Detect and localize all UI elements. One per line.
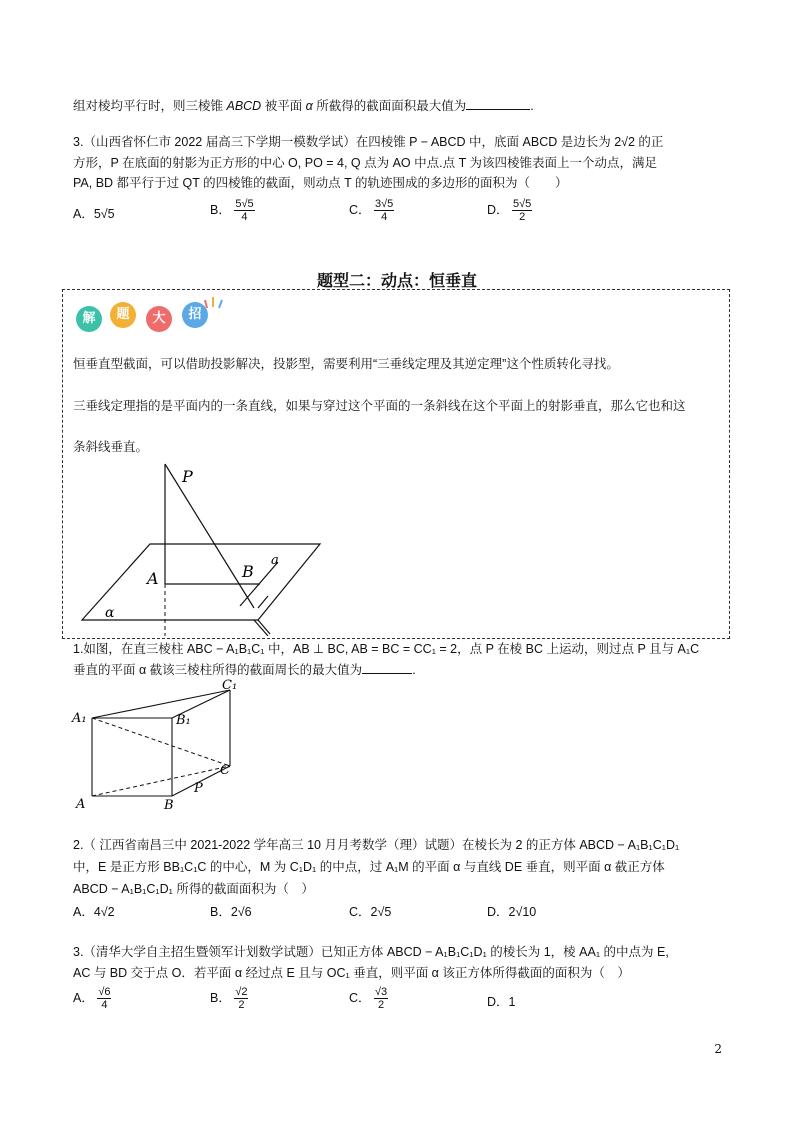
- q1-line1: 1.如图，在直三棱柱 ABC − A₁B₁C₁ 中，AB ⊥ BC, AB = BC = CC₁ = 2，点 P 在棱 BC 上运动，则过点 P 且与 A₁C: [73, 642, 700, 656]
- q3a-option-d[interactable]: D． $\frac{5√5}{2}$: [487, 198, 532, 223]
- prism-figure: [70, 678, 250, 818]
- q2-line3: ABCD − A₁B₁C₁D₁ 所得的截面面积为（ ）: [73, 882, 314, 896]
- q2-option-b[interactable]: B．2√6: [210, 905, 252, 919]
- tips-badge: [76, 296, 226, 336]
- label-p: P: [182, 467, 193, 486]
- q3b-line1: 3.（清华大学自主招生暨领军计划数学试题）已知正方体 ABCD − A₁B₁C₁D₁ 的棱长为 1，棱 AA₁ 的中点为 E,: [73, 945, 669, 959]
- q2-option-c[interactable]: C．2√5: [349, 905, 392, 919]
- badge-char-1: 解: [76, 306, 102, 332]
- label-line-a: a: [271, 553, 279, 568]
- q2-line1: 2.（ 江西省南昌三中 2021-2022 学年高三 10 月月考数学（理）试题）在棱长为 2 的正方体 ABCD − A₁B₁C₁D₁: [73, 838, 680, 852]
- label-c: C: [220, 763, 230, 778]
- q3a-option-a[interactable]: A．5√5: [73, 207, 115, 221]
- q2-line2: 中，E 是正方形 BB₁C₁C 的中心，M 为 C₁D₁ 的中点，过 A₁M 的平面 α 与直线 DE 垂直，则平面 α 截正方体: [73, 860, 665, 874]
- q3a-option-c[interactable]: C． $\frac{3√5}{4}$: [349, 198, 394, 223]
- label-b: B: [242, 562, 254, 581]
- q3b-line2: AC 与 BD 交于点 O．若平面 α 经过点 E 且与 OC₁ 垂直，则平面 α 该正方体所得截面的面积为（ ）: [73, 966, 630, 980]
- q2-option-a[interactable]: A．4√2: [73, 905, 115, 919]
- plane-alpha-shape: [82, 544, 320, 620]
- tips-paragraph-1: 恒垂直型截面，可以借助投影解决，投影型，需要利用“三垂线定理及其逆定理”这个性质转化寻找。: [73, 357, 619, 371]
- section-title: 题型二：动点：恒垂直: [316, 271, 477, 290]
- label-p2: P: [194, 781, 203, 796]
- q3a-option-b[interactable]: B． $\frac{5√5}{4}$: [210, 198, 254, 223]
- label-b1: B₁: [176, 713, 191, 728]
- line-a-ext: [258, 596, 268, 608]
- badge-char-2: 题: [110, 302, 136, 328]
- badge-char-4: 招: [182, 302, 208, 328]
- label-a2: A: [76, 797, 86, 812]
- prev-question-line: 组对棱均平行时，则三棱锥 ABCD 被平面 α 所截得的截面面积最大值为 .: [73, 99, 534, 113]
- q3b-option-c[interactable]: C． $\frac{√3}{2}$: [349, 986, 388, 1011]
- answer-blank[interactable]: [466, 97, 530, 110]
- label-a: A: [147, 569, 159, 588]
- label-a1: A₁: [72, 711, 87, 726]
- q3a-line3: PA, BD 都平行于过 QT 的四棱锥的截面，则动点 T 的轨迹围成的多边形的面积为（ ）: [73, 176, 568, 190]
- q3b-option-d[interactable]: D．1: [487, 995, 516, 1009]
- three-perpendiculars-figure: [70, 458, 340, 636]
- oblique-line: [165, 464, 254, 608]
- label-c1: C₁: [222, 678, 238, 693]
- label-b2: B: [164, 798, 174, 813]
- q1-answer-blank[interactable]: [362, 661, 412, 674]
- label-alpha: α: [105, 605, 115, 621]
- sparkle-icon: [204, 296, 224, 310]
- q3a-line2: 方形，P 在底面的射影为正方形的中心 O, PO = 4, Q 点为 AO 中点.点 T 为该四棱锥表面上一个动点，满足: [73, 156, 657, 170]
- page-number: 2: [714, 1042, 722, 1056]
- q1-line2: 垂直的平面 α 截该三棱柱所得的截面周长的最大值为 .: [73, 663, 416, 677]
- tips-paragraph-2a: 三垂线定理指的是平面内的一条直线，如果与穿过这个平面的一条斜线在这个平面上的射影垂直，那么它也和这: [73, 399, 686, 413]
- tips-paragraph-2b: 条斜线垂直。: [73, 440, 149, 454]
- badge-char-3: 大: [146, 306, 172, 332]
- q3a-line1: 3.（山西省怀仁市 2022 届高三下学期一模数学试）在四棱锥 P − ABCD 中，底面 ABCD 是边长为 2√2 的正: [73, 135, 664, 149]
- q2-option-d[interactable]: D．2√10: [487, 905, 537, 919]
- line-a-top: [254, 620, 268, 636]
- q3b-option-b[interactable]: B． $\frac{√2}{2}$: [210, 986, 248, 1011]
- q3b-option-a[interactable]: A． $\frac{√6}{4}$: [73, 986, 111, 1011]
